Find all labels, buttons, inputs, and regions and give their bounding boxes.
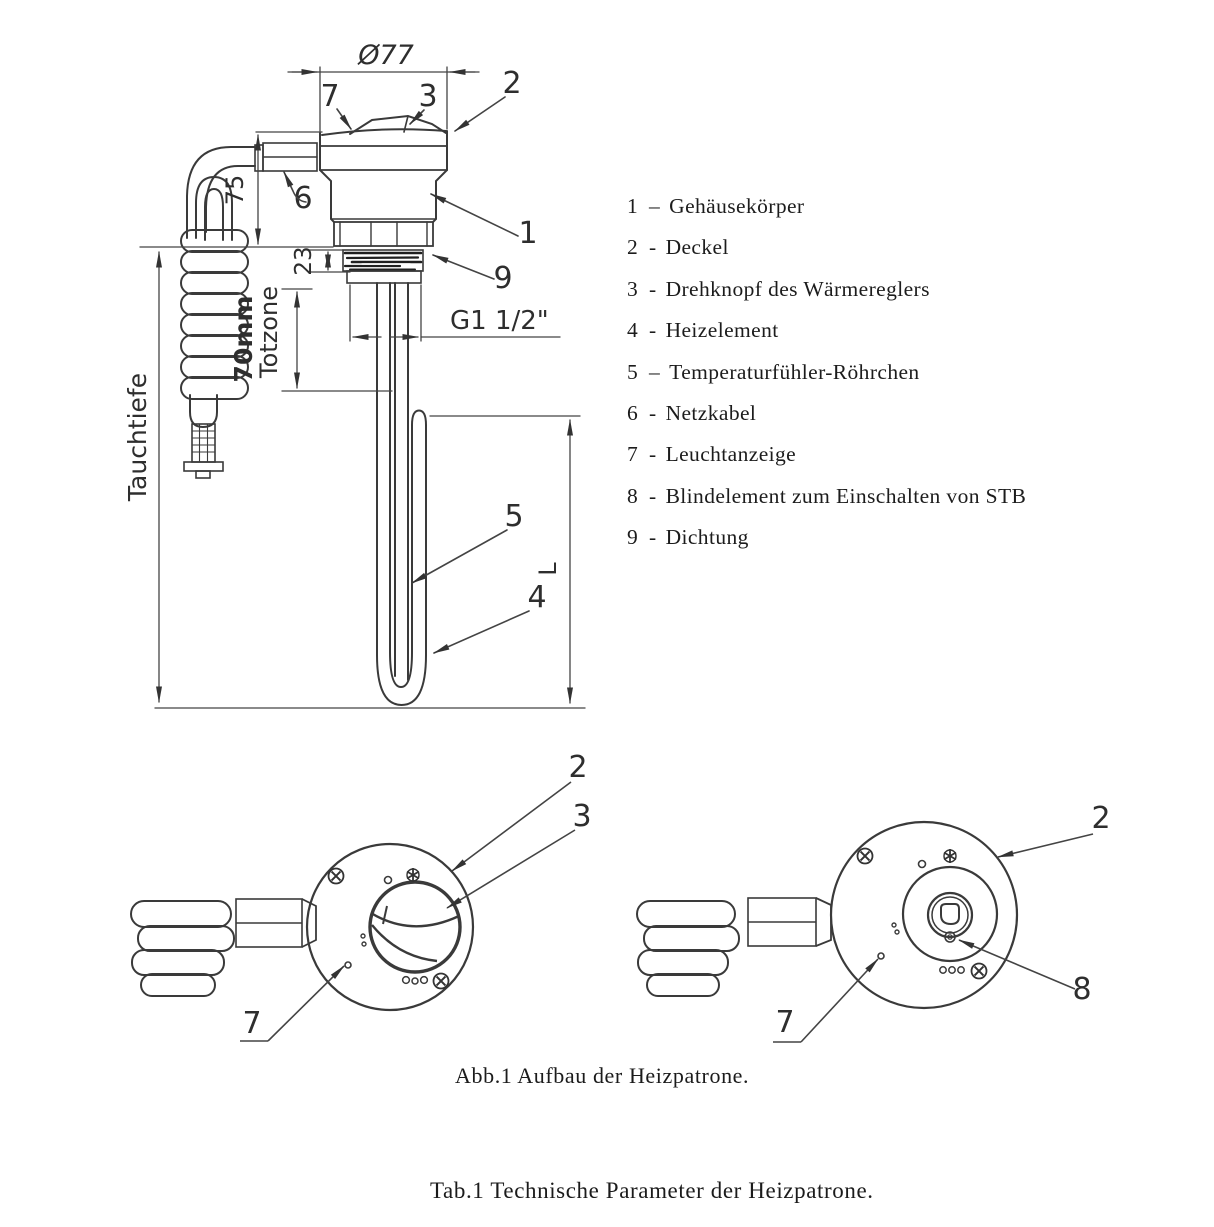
u-bend-outer [377,425,426,705]
dim-seal-thickness [291,246,350,275]
lid-top-line [322,129,446,135]
front-view-without-knob [637,801,1111,1042]
legend-item-9 [627,517,1026,558]
figure-caption: Abb.1 Aufbau der Heizpatrone. [455,1063,750,1088]
dim-70mm-label: 70mm [229,295,258,383]
setting-dot-right [919,861,926,868]
legend-num: 2 [627,235,639,260]
sensor-tube-dome [412,411,426,426]
legend-item-8 [627,476,1026,517]
legend-separator: - [649,276,657,301]
heating-tubes [377,283,426,705]
legend-item-6 [627,393,1026,434]
indicator-lamp-right [878,953,884,959]
legend-item-5 [627,352,1026,393]
legend-label: Blindelement zum Einschalten von STB [665,483,1027,508]
legend-label: Deckel [665,235,729,260]
legend-separator: - [649,400,657,425]
legend-num: 1 [627,194,639,218]
legend-separator: - [649,442,657,467]
legend-label: Dichtung [665,525,749,550]
lid-screw-icon [972,964,987,979]
legend-item-1 [627,186,1026,227]
dim-75-label: 75 [221,174,249,206]
parts-legend [627,186,1026,559]
callout-7-left: 7 [242,1006,262,1041]
legend-separator: - [649,235,657,260]
stb-blind-element [941,904,959,924]
legend-num: 7 [627,442,639,467]
legend-num: 4 [627,318,639,343]
knob-recess [903,867,997,961]
hex-nut [334,222,433,246]
callout-7-right: 7 [775,1005,795,1040]
callout-1-main: 1 [518,216,538,251]
thread-seal [343,250,423,283]
sensor-plug [184,424,223,478]
stb-boss-outer [928,893,972,937]
legend-label: Gehäusekörper [669,194,805,218]
lid-screw-icon [858,849,873,864]
legend-label: Temperaturfühler-Röhrchen [669,359,920,384]
legend-separator: – [649,359,661,384]
callouts-main [284,66,547,653]
legend-item-2 [627,227,1026,268]
dim-dead-zone [229,286,392,391]
dim-diameter [288,40,479,131]
lid-screw-icon [434,974,449,989]
legend-item-7 [627,434,1026,475]
dim-length-label: L [534,562,562,576]
legend-label: Leuchtanzeige [665,442,797,467]
dim-totzone-label: Totzone [255,286,283,378]
legend-separator: - [649,318,657,343]
legend-separator: - [649,525,657,550]
plug-left [131,899,316,996]
stb-boss-inner [932,897,968,933]
dim-tauchtiefe-label: Tauchtiefe [123,372,152,502]
callout-5-main: 5 [504,499,524,534]
legend-num: 6 [627,400,639,425]
legend-num: 5 [627,359,639,384]
callout-8-right: 8 [1072,972,1092,1007]
legend-num: 9 [627,525,639,550]
callouts-left-view [240,750,592,1041]
legend-separator: - [649,483,657,508]
legend-label: Heizelement [665,318,779,343]
housing-cap [320,116,447,246]
lid-screw-icon [329,869,344,884]
callout-2-left: 2 [568,750,588,785]
callout-9-main: 9 [493,261,513,296]
cable-strain-relief [255,143,317,171]
callout-4-main: 4 [527,580,547,615]
plug-right [637,898,831,996]
main-drawing [123,40,585,708]
indicator-lamp-left [345,962,351,968]
front-view-with-knob [131,750,592,1041]
callout-7-main: 7 [320,79,340,114]
table-caption: Tab.1 Technische Parameter der Heizpatrone. [430,1178,874,1203]
legend-label: Drehknopf des Wärmereglers [665,276,930,301]
callout-3-main: 3 [418,79,438,114]
legend-item-3 [627,269,1026,310]
dim-thread [350,285,560,341]
shank-band [347,271,421,283]
legend-separator: – [649,194,661,218]
dim-thread-label: G1 1/2" [450,306,549,336]
callout-6-main: 6 [293,181,313,216]
callout-2-main: 2 [502,66,522,101]
legend-num: 3 [627,276,639,301]
dim-23-label: 23 [291,246,317,276]
legend-num: 8 [627,483,639,508]
legend-item-4 [627,310,1026,351]
frost-symbol-left [407,868,419,882]
frost-symbol-right [944,849,956,863]
callout-3-left: 3 [572,799,592,834]
callout-2-right: 2 [1091,801,1111,836]
dim-diameter-label: Ø77 [358,40,414,71]
body-left-wall [320,170,334,222]
legend-label: Netzkabel [665,400,757,425]
setting-dot-left [385,877,392,884]
